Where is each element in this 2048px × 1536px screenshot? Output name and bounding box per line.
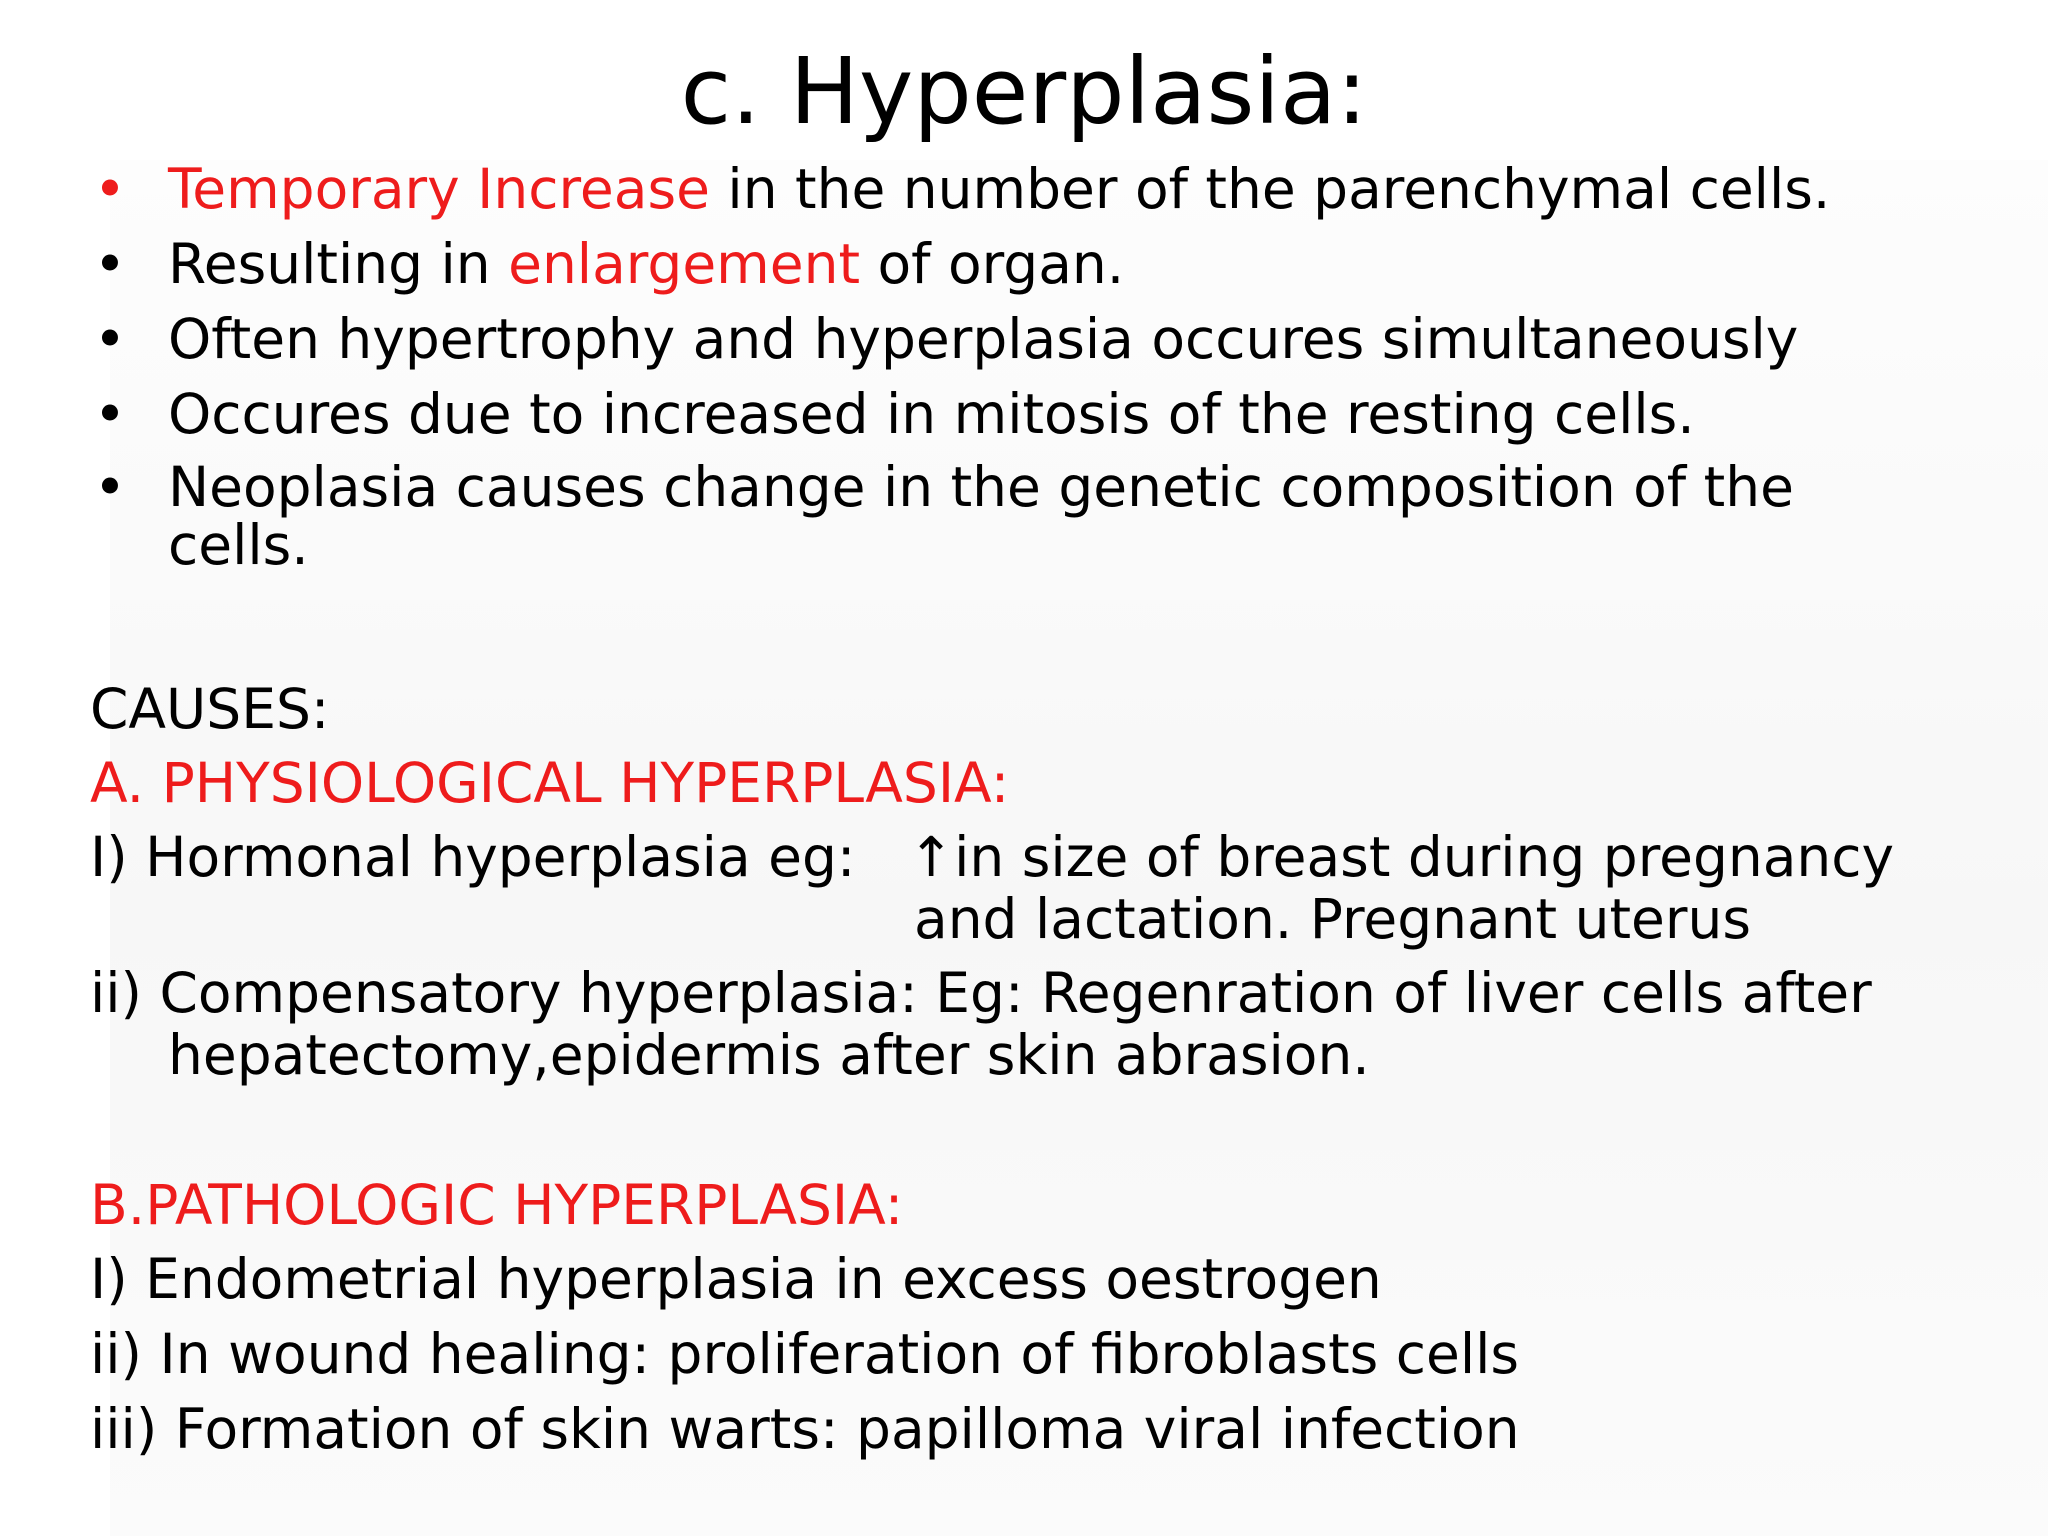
hormonal-hyperplasia-label: I) Hormonal hyperplasia eg: <box>90 825 856 889</box>
physiological-heading: A. PHYSIOLOGICAL HYPERPLASIA: <box>90 751 1010 815</box>
pathologic-heading: B.PATHOLOGIC HYPERPLASIA: <box>90 1173 904 1237</box>
bullet-text: Neoplasia causes change in the genetic composition of the <box>168 455 1794 519</box>
bullet-dot-icon: • <box>93 455 127 519</box>
hormonal-hyperplasia-example <box>908 826 1894 950</box>
bullet-item-simultaneous <box>90 308 1990 370</box>
bullet-item-neoplasia <box>90 455 1990 577</box>
bullet-dot-icon: • <box>93 307 127 371</box>
hormonal-example-line: ↑in size of breast during pregnancy <box>908 825 1895 889</box>
compensatory-hyperplasia <box>90 962 1990 1086</box>
hormonal-example-line: and lactation. Pregnant uterus <box>914 887 1751 951</box>
bullet-dot-icon: • <box>93 382 127 446</box>
pathologic-item: iii) Formation of skin warts: papilloma viral infection <box>90 1397 1520 1461</box>
bullet-text: Occures due to increased in mitosis of the resting cells. <box>168 382 1695 446</box>
highlight-text: Temporary Increase <box>168 157 710 221</box>
bullet-list <box>90 158 1990 587</box>
causes-heading: CAUSES: <box>90 677 330 741</box>
pathologic-item: ii) In wound healing: proliferation of fibroblasts cells <box>90 1322 1520 1386</box>
slide-title: c. Hyperplasia: <box>680 38 1368 145</box>
bullet-text: in the number of the parenchymal cells. <box>709 157 1831 221</box>
compensatory-text: ii) Compensatory hyperplasia: Eg: Regenration of liver cells after <box>90 961 1872 1025</box>
highlight-text: enlargement <box>508 232 861 296</box>
bullet-item-enlargement <box>90 233 1990 295</box>
bullet-text-continuation: cells. <box>168 513 309 577</box>
pathologic-item: I) Endometrial hyperplasia in excess oestrogen <box>90 1247 1382 1311</box>
bullet-text: Often hypertrophy and hyperplasia occures simultaneously <box>168 307 1799 371</box>
bullet-dot-icon: • <box>93 232 127 296</box>
compensatory-text-continuation: hepatectomy,epidermis after skin abrasion. <box>168 1023 1370 1087</box>
bullet-dot-icon: • <box>93 157 127 221</box>
bullet-text: of organ. <box>860 232 1125 296</box>
bullet-item-mitosis <box>90 383 1990 445</box>
bullet-item-temporary-increase <box>90 158 1990 220</box>
bullet-text: Resulting in <box>168 232 509 296</box>
